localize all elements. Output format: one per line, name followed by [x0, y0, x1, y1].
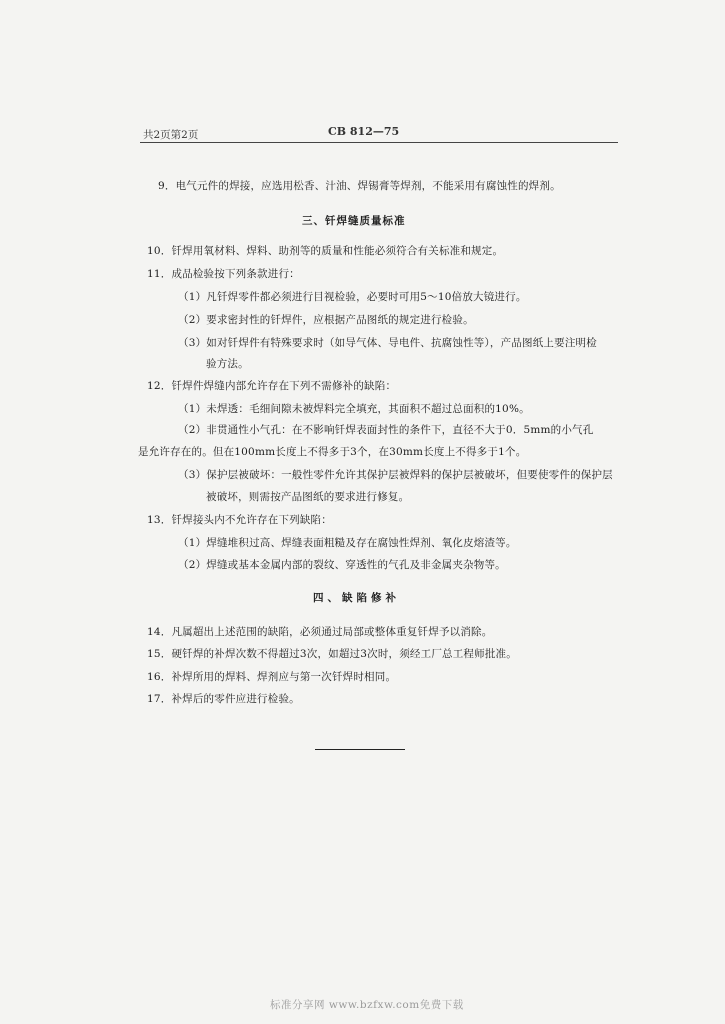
section-3-title: 三、钎焊缝质量标准 [302, 215, 406, 227]
item-17: 17．补焊后的零件应进行检验。 [147, 693, 300, 705]
standard-number: CB 812—75 [328, 125, 400, 138]
item-12: 12．钎焊件焊缝内部允许存在下列不需修补的缺陷： [147, 380, 397, 392]
item-12-2a: （2）非贯通性小气孔：在不影响钎焊表面封性的条件下，直径不大于0．5mm的小气孔 [178, 424, 594, 436]
item-11-3b: 验方法。 [206, 358, 249, 370]
header-rule [140, 142, 618, 143]
end-rule [315, 749, 405, 750]
item-13-1: （1）焊缝堆积过高、焊缝表面粗糙及存在腐蚀性焊剂、氧化皮熔渣等。 [178, 537, 517, 549]
item-10: 10．钎焊用氧材料、焊料、助剂等的质量和性能必须符合有关标准和规定。 [147, 245, 504, 257]
item-11-1: （1）凡钎焊零件都必须进行目视检验，必要时可用5～10倍放大镜进行。 [178, 291, 527, 303]
item-11-3a: （3）如对钎焊件有特殊要求时（如导气体、导电件、抗腐蚀性等），产品图纸上要注明检 [178, 337, 597, 349]
item-14: 14．凡属超出上述范围的缺陷，必须通过局部或整体重复钎焊予以消除。 [147, 626, 493, 638]
item-9: 9．电气元件的焊接，应选用松香、汁油、焊锡膏等焊剂，不能采用有腐蚀性的焊剂。 [158, 180, 561, 192]
item-12-3b: 被破坏，则需按产品图纸的要求进行修复。 [206, 491, 410, 503]
section-4-title: 四、缺陷修补 [313, 592, 400, 604]
item-16: 16．补焊所用的焊料、焊剂应与第一次钎焊时相同。 [147, 671, 397, 683]
item-12-2b: 是允许存在的。但在100mm长度上不得多于3个，在30mm长度上不得多于1个。 [138, 446, 527, 458]
item-13: 13．钎焊接头内不允许存在下列缺陷： [147, 514, 332, 526]
page-info: 共2页第2页 [143, 129, 199, 141]
item-15: 15．硬钎焊的补焊次数不得超过3次，如超过3次时，须经工厂总工程师批准。 [147, 648, 517, 660]
item-13-2: （2）焊缝或基本金属内部的裂纹、穿透性的气孔及非金属夹杂物等。 [178, 559, 506, 571]
item-11: 11．成品检验按下列条款进行： [147, 268, 300, 280]
item-12-3a: （3）保护层被破坏：一般性零件允许其保护层被焊料的保护层被破坏，但要使零件的保护层 [178, 469, 613, 481]
item-12-1: （1）未焊透：毛细间隙未被焊料完全填充，其面积不超过总面积的10%。 [178, 403, 530, 415]
watermark-footer: 标准分享网 www.bzfxw.com免费下载 [270, 999, 464, 1011]
item-11-2: （2）要求密封性的钎焊件，应根据产品图纸的规定进行检验。 [178, 314, 474, 326]
